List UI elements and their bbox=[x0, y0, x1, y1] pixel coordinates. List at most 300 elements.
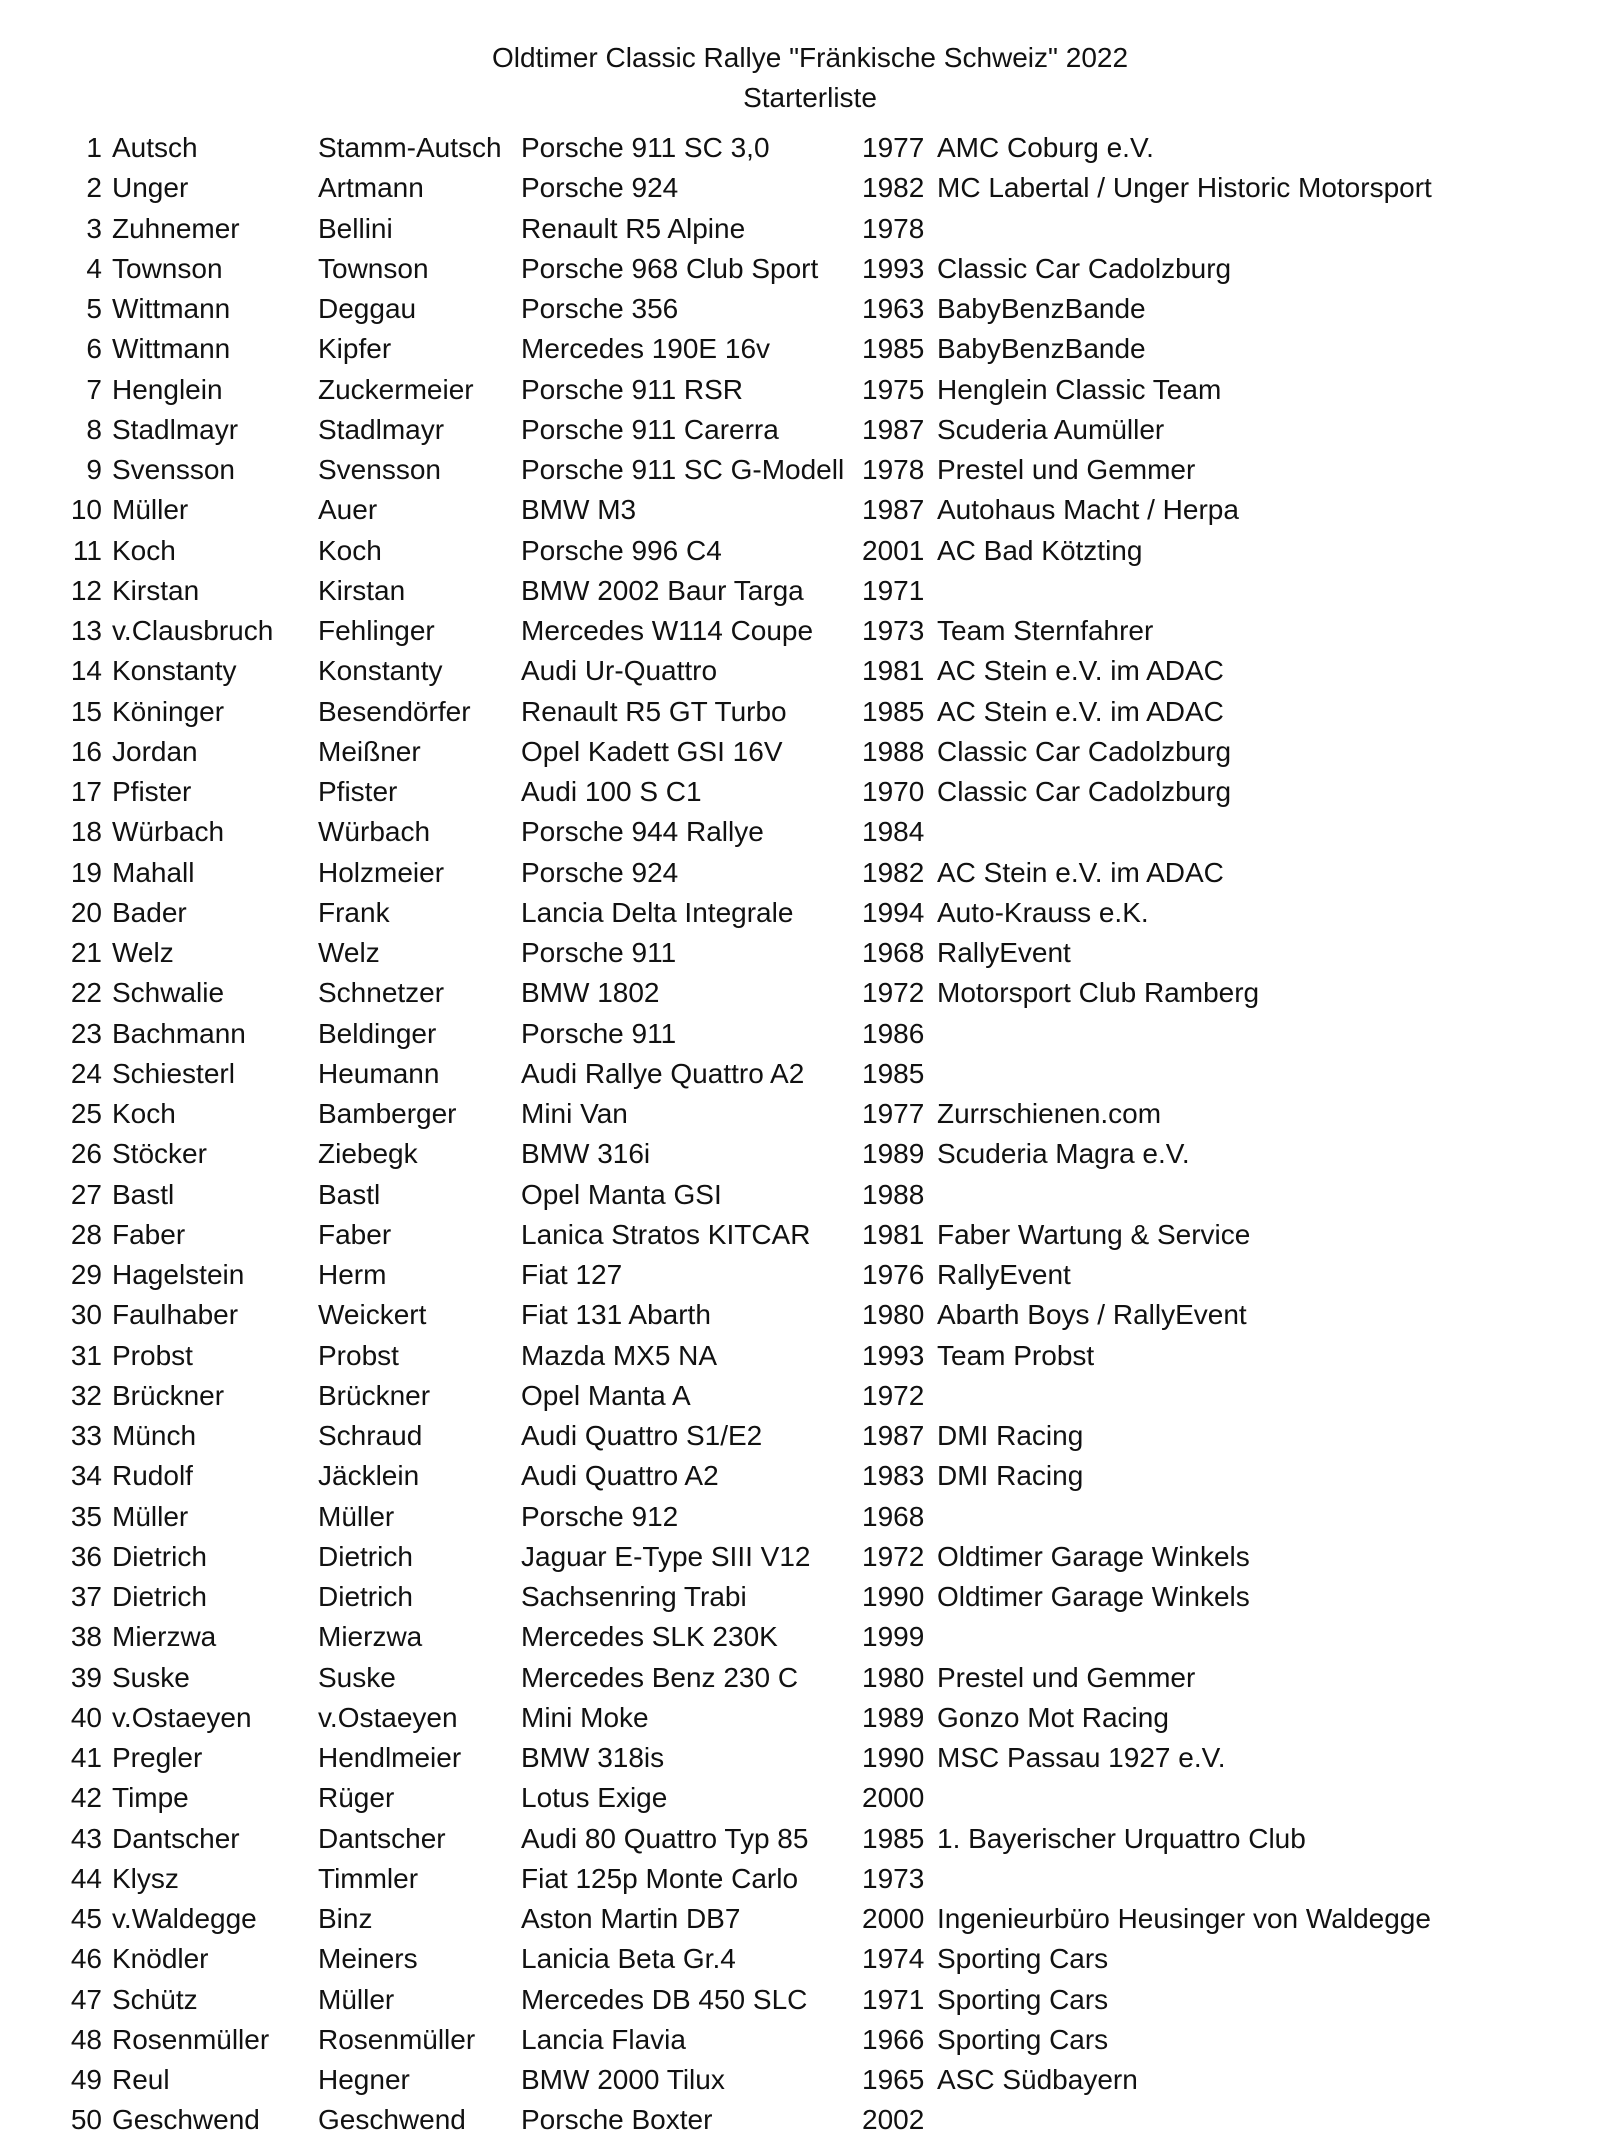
car-year: 1976 bbox=[862, 1259, 925, 1290]
driver-name: Kirstan bbox=[112, 574, 200, 606]
driver-name: Knödler bbox=[112, 1943, 209, 1975]
car-model: BMW 318is bbox=[521, 1742, 665, 1773]
start-number: 34 bbox=[70, 1460, 102, 1492]
codriver-name: Rosenmüller bbox=[318, 2023, 476, 2055]
codriver-name: Weickert bbox=[318, 1299, 427, 1331]
driver-name: Wittmann bbox=[112, 333, 231, 365]
codriver-name: Stamm-Autsch bbox=[318, 132, 502, 163]
club-name: Henglein Classic Team bbox=[937, 373, 1222, 405]
club-name: Prestel und Gemmer bbox=[937, 454, 1196, 485]
start-number: 35 bbox=[70, 1500, 102, 1532]
starter-row bbox=[0, 370, 1606, 410]
starter-list bbox=[0, 128, 1606, 2141]
car-year: 2002 bbox=[862, 2104, 925, 2136]
driver-name: Welz bbox=[112, 937, 174, 968]
car-model: BMW 1802 bbox=[521, 977, 660, 1009]
codriver-name: Rüger bbox=[318, 1782, 395, 1814]
starter-row bbox=[0, 1014, 1606, 1054]
club-name: Prestel und Gemmer bbox=[937, 1661, 1196, 1693]
codriver-name: Timmler bbox=[318, 1862, 419, 1894]
starter-row bbox=[0, 772, 1606, 812]
starter-row bbox=[0, 1255, 1606, 1295]
car-year: 1989 bbox=[862, 1138, 925, 1170]
driver-name: Müller bbox=[112, 1500, 189, 1532]
driver-name: Brückner bbox=[112, 1379, 225, 1411]
club-name: AC Stein e.V. im ADAC bbox=[937, 695, 1224, 727]
club-name: Motorsport Club Ramberg bbox=[937, 977, 1260, 1009]
starter-row bbox=[0, 2020, 1606, 2060]
starter-row bbox=[0, 1054, 1606, 1094]
starter-row bbox=[0, 893, 1606, 933]
starter-row bbox=[0, 571, 1606, 611]
car-model: Renault R5 Alpine bbox=[521, 212, 746, 244]
driver-name: v.Waldegge bbox=[112, 1903, 257, 1934]
car-year: 2000 bbox=[862, 1903, 925, 1934]
club-name: Team Probst bbox=[937, 1339, 1095, 1371]
starter-row bbox=[0, 1376, 1606, 1416]
starter-row bbox=[0, 853, 1606, 893]
codriver-name: Beldinger bbox=[318, 1017, 437, 1049]
car-model: Audi Ur-Quattro bbox=[521, 655, 718, 687]
codriver-name: Artmann bbox=[318, 172, 424, 204]
club-name: ASC Südbayern bbox=[937, 2064, 1138, 2095]
car-year: 1978 bbox=[862, 212, 925, 244]
starter-row bbox=[0, 1215, 1606, 1255]
start-number: 15 bbox=[70, 695, 102, 727]
codriver-name: Dietrich bbox=[318, 1540, 413, 1572]
starter-row bbox=[0, 1416, 1606, 1456]
club-name: BabyBenzBande bbox=[937, 333, 1146, 365]
car-model: Porsche 968 Club Sport bbox=[521, 252, 819, 284]
start-number: 47 bbox=[70, 1983, 102, 2015]
starter-row bbox=[0, 209, 1606, 249]
car-year: 1987 bbox=[862, 494, 925, 526]
driver-name: Zuhnemer bbox=[112, 212, 240, 244]
start-number: 4 bbox=[86, 252, 102, 284]
driver-name: Pfister bbox=[112, 776, 192, 807]
club-name: Classic Car Cadolzburg bbox=[937, 776, 1232, 807]
club-name: MC Labertal / Unger Historic Motorsport bbox=[937, 172, 1432, 204]
starter-row bbox=[0, 1658, 1606, 1698]
car-model: Mini Moke bbox=[521, 1701, 649, 1733]
car-model: Audi Rallye Quattro A2 bbox=[521, 1057, 805, 1089]
club-name: Sporting Cars bbox=[937, 1943, 1109, 1975]
driver-name: Stadlmayr bbox=[112, 413, 239, 445]
club-name: Scuderia Magra e.V. bbox=[937, 1138, 1190, 1170]
start-number: 49 bbox=[70, 2064, 102, 2095]
starter-row bbox=[0, 1295, 1606, 1335]
codriver-name: Dietrich bbox=[318, 1581, 413, 1612]
car-model: Mini Van bbox=[521, 1098, 628, 1129]
driver-name: Würbach bbox=[112, 816, 225, 848]
start-number: 1 bbox=[86, 132, 102, 163]
codriver-name: Heumann bbox=[318, 1057, 440, 1089]
starter-row bbox=[0, 732, 1606, 772]
car-year: 2001 bbox=[862, 534, 925, 566]
club-name: Classic Car Cadolzburg bbox=[937, 735, 1232, 767]
car-year: 1985 bbox=[862, 695, 925, 727]
starter-row bbox=[0, 1980, 1606, 2020]
codriver-name: Ziebegk bbox=[318, 1138, 418, 1170]
start-number: 27 bbox=[70, 1178, 102, 1210]
codriver-name: Herm bbox=[318, 1259, 387, 1290]
codriver-name: Konstanty bbox=[318, 655, 443, 687]
car-year: 1981 bbox=[862, 655, 925, 687]
start-number: 50 bbox=[70, 2104, 102, 2136]
club-name: Sporting Cars bbox=[937, 2023, 1109, 2055]
start-number: 29 bbox=[70, 1259, 102, 1290]
driver-name: Probst bbox=[112, 1339, 193, 1371]
car-year: 1990 bbox=[862, 1581, 925, 1612]
start-number: 39 bbox=[70, 1661, 102, 1693]
driver-name: Dantscher bbox=[112, 1822, 240, 1854]
codriver-name: Svensson bbox=[318, 454, 441, 485]
codriver-name: Müller bbox=[318, 1983, 395, 2015]
start-number: 8 bbox=[86, 413, 102, 445]
start-number: 37 bbox=[70, 1581, 102, 1612]
club-name: 1. Bayerischer Urquattro Club bbox=[937, 1822, 1306, 1854]
car-model: Jaguar E-Type SIII V12 bbox=[521, 1540, 811, 1572]
starter-row bbox=[0, 1577, 1606, 1617]
starter-row bbox=[0, 1537, 1606, 1577]
codriver-name: Binz bbox=[318, 1903, 373, 1934]
starter-row bbox=[0, 1819, 1606, 1859]
car-model: Porsche 911 SC G-Modell bbox=[521, 454, 845, 485]
start-number: 12 bbox=[70, 574, 102, 606]
starter-row bbox=[0, 1617, 1606, 1657]
car-model: Lancia Flavia bbox=[521, 2023, 686, 2055]
car-model: Porsche 911 SC 3,0 bbox=[521, 132, 770, 163]
start-number: 44 bbox=[70, 1862, 102, 1894]
start-number: 7 bbox=[86, 373, 102, 405]
codriver-name: v.Ostaeyen bbox=[318, 1701, 458, 1733]
club-name: Zurrschienen.com bbox=[937, 1098, 1162, 1129]
car-year: 1963 bbox=[862, 293, 925, 324]
car-model: Porsche 912 bbox=[521, 1500, 679, 1532]
car-year: 1972 bbox=[862, 1379, 925, 1411]
driver-name: Jordan bbox=[112, 735, 198, 767]
car-model: BMW M3 bbox=[521, 494, 637, 526]
codriver-name: Besendörfer bbox=[318, 695, 471, 727]
car-year: 1977 bbox=[862, 1098, 925, 1129]
car-year: 1987 bbox=[862, 1420, 925, 1451]
starter-row bbox=[0, 933, 1606, 973]
club-name: Abarth Boys / RallyEvent bbox=[937, 1299, 1247, 1331]
starter-row bbox=[0, 450, 1606, 490]
driver-name: Rosenmüller bbox=[112, 2023, 270, 2055]
car-model: Aston Martin DB7 bbox=[521, 1903, 741, 1934]
codriver-name: Hendlmeier bbox=[318, 1742, 462, 1773]
codriver-name: Stadlmayr bbox=[318, 413, 445, 445]
car-model: Lanica Stratos KITCAR bbox=[521, 1218, 811, 1250]
starter-row bbox=[0, 1456, 1606, 1496]
car-year: 1972 bbox=[862, 1540, 925, 1572]
driver-name: Henglein bbox=[112, 373, 223, 405]
driver-name: Faber bbox=[112, 1218, 186, 1250]
car-model: Opel Manta GSI bbox=[521, 1178, 722, 1210]
club-name: DMI Racing bbox=[937, 1420, 1084, 1451]
car-model: Fiat 125p Monte Carlo bbox=[521, 1862, 799, 1894]
start-number: 10 bbox=[70, 494, 102, 526]
codriver-name: Schraud bbox=[318, 1420, 423, 1451]
car-model: BMW 316i bbox=[521, 1138, 651, 1170]
start-number: 30 bbox=[70, 1299, 102, 1331]
starter-row bbox=[0, 611, 1606, 651]
codriver-name: Fehlinger bbox=[318, 615, 435, 646]
driver-name: Dietrich bbox=[112, 1540, 207, 1572]
starter-row bbox=[0, 1698, 1606, 1738]
car-model: Porsche 911 Carerra bbox=[521, 413, 779, 445]
driver-name: Wittmann bbox=[112, 293, 231, 324]
car-model: Porsche Boxter bbox=[521, 2104, 713, 2136]
car-model: Mercedes W114 Coupe bbox=[521, 615, 814, 646]
car-year: 1978 bbox=[862, 454, 925, 485]
starter-row bbox=[0, 490, 1606, 530]
starter-row bbox=[0, 651, 1606, 691]
driver-name: Koch bbox=[112, 1098, 176, 1129]
start-number: 22 bbox=[70, 977, 102, 1009]
starter-row bbox=[0, 1094, 1606, 1134]
driver-name: Geschwend bbox=[112, 2104, 260, 2136]
codriver-name: Welz bbox=[318, 937, 380, 968]
car-model: Porsche 911 bbox=[521, 937, 677, 968]
start-number: 3 bbox=[86, 212, 102, 244]
driver-name: Koch bbox=[112, 534, 176, 566]
club-name: RallyEvent bbox=[937, 937, 1071, 968]
driver-name: Faulhaber bbox=[112, 1299, 239, 1331]
car-model: Porsche 996 C4 bbox=[521, 534, 722, 566]
start-number: 6 bbox=[86, 333, 102, 365]
codriver-name: Holzmeier bbox=[318, 856, 445, 888]
codriver-name: Meißner bbox=[318, 735, 421, 767]
driver-name: Schwalie bbox=[112, 977, 225, 1009]
car-model: Lotus Exige bbox=[521, 1782, 668, 1814]
starter-row bbox=[0, 1778, 1606, 1818]
car-year: 1966 bbox=[862, 2023, 925, 2055]
driver-name: Stöcker bbox=[112, 1138, 207, 1170]
driver-name: Münch bbox=[112, 1420, 197, 1451]
driver-name: v.Ostaeyen bbox=[112, 1701, 252, 1733]
car-year: 1971 bbox=[862, 574, 925, 606]
car-year: 1971 bbox=[862, 1983, 925, 2015]
codriver-name: Meiners bbox=[318, 1943, 418, 1975]
driver-name: Bachmann bbox=[112, 1017, 246, 1049]
car-year: 1975 bbox=[862, 373, 925, 405]
car-year: 1974 bbox=[862, 1943, 925, 1975]
car-year: 1965 bbox=[862, 2064, 925, 2095]
start-number: 42 bbox=[70, 1782, 102, 1814]
car-model: Mazda MX5 NA bbox=[521, 1339, 718, 1371]
starter-row bbox=[0, 289, 1606, 329]
car-year: 1985 bbox=[862, 1822, 925, 1854]
codriver-name: Kirstan bbox=[318, 574, 406, 606]
club-name: Oldtimer Garage Winkels bbox=[937, 1581, 1250, 1612]
start-number: 16 bbox=[70, 735, 102, 767]
codriver-name: Dantscher bbox=[318, 1822, 446, 1854]
club-name: Team Sternfahrer bbox=[937, 615, 1154, 646]
club-name: Faber Wartung & Service bbox=[937, 1218, 1251, 1250]
driver-name: Mierzwa bbox=[112, 1621, 217, 1653]
codriver-name: Brückner bbox=[318, 1379, 431, 1411]
car-year: 1987 bbox=[862, 413, 925, 445]
start-number: 18 bbox=[70, 816, 102, 848]
car-model: BMW 2002 Baur Targa bbox=[521, 574, 804, 606]
start-number: 11 bbox=[72, 534, 102, 566]
car-model: Audi Quattro S1/E2 bbox=[521, 1420, 763, 1451]
codriver-name: Pfister bbox=[318, 776, 398, 807]
car-model: Mercedes SLK 230K bbox=[521, 1621, 778, 1653]
car-year: 1986 bbox=[862, 1017, 925, 1049]
start-number: 46 bbox=[70, 1943, 102, 1975]
driver-name: Klysz bbox=[112, 1862, 179, 1894]
codriver-name: Bastl bbox=[318, 1178, 381, 1210]
starter-row bbox=[0, 531, 1606, 571]
codriver-name: Zuckermeier bbox=[318, 373, 474, 405]
codriver-name: Frank bbox=[318, 896, 390, 928]
car-model: Audi 80 Quattro Typ 85 bbox=[521, 1822, 809, 1854]
club-name: Classic Car Cadolzburg bbox=[937, 252, 1232, 284]
car-year: 1973 bbox=[862, 1862, 925, 1894]
start-number: 45 bbox=[70, 1903, 102, 1934]
driver-name: Svensson bbox=[112, 454, 235, 485]
driver-name: Townson bbox=[112, 252, 223, 284]
car-model: Mercedes Benz 230 C bbox=[521, 1661, 799, 1693]
document-title: Oldtimer Classic Rallye "Fränkische Schweiz" 2022 bbox=[491, 42, 1129, 73]
driver-name: Köninger bbox=[112, 695, 225, 727]
start-number: 31 bbox=[70, 1339, 102, 1371]
starter-row bbox=[0, 973, 1606, 1013]
driver-name: Bader bbox=[112, 896, 187, 928]
club-name: Autohaus Macht / Herpa bbox=[937, 494, 1239, 526]
start-number: 14 bbox=[70, 655, 102, 687]
codriver-name: Auer bbox=[318, 494, 378, 526]
car-model: Fiat 127 bbox=[521, 1259, 623, 1290]
driver-name: Müller bbox=[112, 494, 189, 526]
club-name: AC Bad Kötzting bbox=[937, 534, 1143, 566]
car-model: Opel Kadett GSI 16V bbox=[521, 735, 783, 767]
club-name: BabyBenzBande bbox=[937, 293, 1146, 324]
start-number: 33 bbox=[70, 1420, 102, 1451]
driver-name: Konstanty bbox=[112, 655, 237, 687]
starter-row bbox=[0, 1899, 1606, 1939]
car-model: Opel Manta A bbox=[521, 1379, 691, 1411]
car-year: 1982 bbox=[862, 172, 925, 204]
codriver-name: Hegner bbox=[318, 2064, 410, 2095]
driver-name: Schütz bbox=[112, 1983, 198, 2015]
club-name: DMI Racing bbox=[937, 1460, 1084, 1492]
car-year: 1977 bbox=[862, 132, 925, 163]
start-number: 19 bbox=[70, 856, 102, 888]
codriver-name: Schnetzer bbox=[318, 977, 445, 1009]
start-number: 43 bbox=[70, 1822, 102, 1854]
club-name: Gonzo Mot Racing bbox=[937, 1701, 1169, 1733]
car-model: Porsche 944 Rallye bbox=[521, 816, 764, 848]
starter-row bbox=[0, 2060, 1606, 2100]
start-number: 13 bbox=[70, 615, 102, 646]
car-year: 1972 bbox=[862, 977, 925, 1009]
codriver-name: Probst bbox=[318, 1339, 399, 1371]
starter-row bbox=[0, 2100, 1606, 2140]
codriver-name: Geschwend bbox=[318, 2104, 466, 2136]
car-model: Porsche 911 RSR bbox=[521, 373, 744, 405]
car-year: 1988 bbox=[862, 735, 925, 767]
start-number: 21 bbox=[70, 937, 102, 968]
start-number: 2 bbox=[86, 172, 102, 204]
driver-name: Timpe bbox=[112, 1782, 189, 1814]
start-number: 38 bbox=[70, 1621, 102, 1653]
codriver-name: Müller bbox=[318, 1500, 395, 1532]
car-year: 1989 bbox=[862, 1701, 925, 1733]
codriver-name: Bamberger bbox=[318, 1098, 457, 1129]
club-name: MSC Passau 1927 e.V. bbox=[937, 1742, 1226, 1773]
club-name: Oldtimer Garage Winkels bbox=[937, 1540, 1250, 1572]
starter-row bbox=[0, 168, 1606, 208]
starter-row bbox=[0, 1939, 1606, 1979]
car-model: Mercedes 190E 16v bbox=[521, 333, 771, 365]
starter-row bbox=[0, 1336, 1606, 1376]
codriver-name: Mierzwa bbox=[318, 1621, 423, 1653]
document-subtitle: Starterliste bbox=[743, 82, 877, 113]
starter-row bbox=[0, 410, 1606, 450]
car-year: 1990 bbox=[862, 1742, 925, 1773]
codriver-name: Kipfer bbox=[318, 333, 392, 365]
car-model: BMW 2000 Tilux bbox=[521, 2064, 725, 2095]
car-year: 1983 bbox=[862, 1460, 925, 1492]
car-year: 1988 bbox=[862, 1178, 925, 1210]
car-model: Audi Quattro A2 bbox=[521, 1460, 719, 1492]
car-year: 1982 bbox=[862, 856, 925, 888]
start-number: 25 bbox=[70, 1098, 102, 1129]
codriver-name: Jäcklein bbox=[318, 1460, 420, 1492]
car-year: 1985 bbox=[862, 1057, 925, 1089]
driver-name: Suske bbox=[112, 1661, 190, 1693]
car-model: Lancia Delta Integrale bbox=[521, 896, 794, 928]
car-year: 1968 bbox=[862, 937, 925, 968]
starter-row bbox=[0, 249, 1606, 289]
car-year: 1985 bbox=[862, 333, 925, 365]
starter-row bbox=[0, 1859, 1606, 1899]
start-number: 20 bbox=[70, 896, 102, 928]
driver-name: Unger bbox=[112, 172, 189, 204]
driver-name: Dietrich bbox=[112, 1581, 207, 1612]
start-number: 28 bbox=[70, 1218, 102, 1250]
car-year: 1999 bbox=[862, 1621, 925, 1653]
car-model: Lanicia Beta Gr.4 bbox=[521, 1943, 736, 1975]
starter-row bbox=[0, 1738, 1606, 1778]
car-year: 1993 bbox=[862, 1339, 925, 1371]
driver-name: Autsch bbox=[112, 132, 198, 163]
car-model: Mercedes DB 450 SLC bbox=[521, 1983, 808, 2015]
car-model: Audi 100 S C1 bbox=[521, 776, 702, 807]
driver-name: Schiesterl bbox=[112, 1057, 235, 1089]
car-year: 1993 bbox=[862, 252, 925, 284]
car-model: Porsche 356 bbox=[521, 293, 679, 324]
start-number: 41 bbox=[70, 1742, 102, 1773]
start-number: 32 bbox=[70, 1379, 102, 1411]
car-year: 1973 bbox=[862, 615, 925, 646]
club-name: Sporting Cars bbox=[937, 1983, 1109, 2015]
starter-row bbox=[0, 128, 1606, 168]
starter-row bbox=[0, 812, 1606, 852]
driver-name: Hagelstein bbox=[112, 1259, 245, 1290]
starter-row bbox=[0, 692, 1606, 732]
car-year: 1968 bbox=[862, 1500, 925, 1532]
codriver-name: Faber bbox=[318, 1218, 392, 1250]
start-number: 26 bbox=[70, 1138, 102, 1170]
starter-row bbox=[0, 329, 1606, 369]
car-year: 1994 bbox=[862, 896, 925, 928]
starter-row bbox=[0, 1175, 1606, 1215]
